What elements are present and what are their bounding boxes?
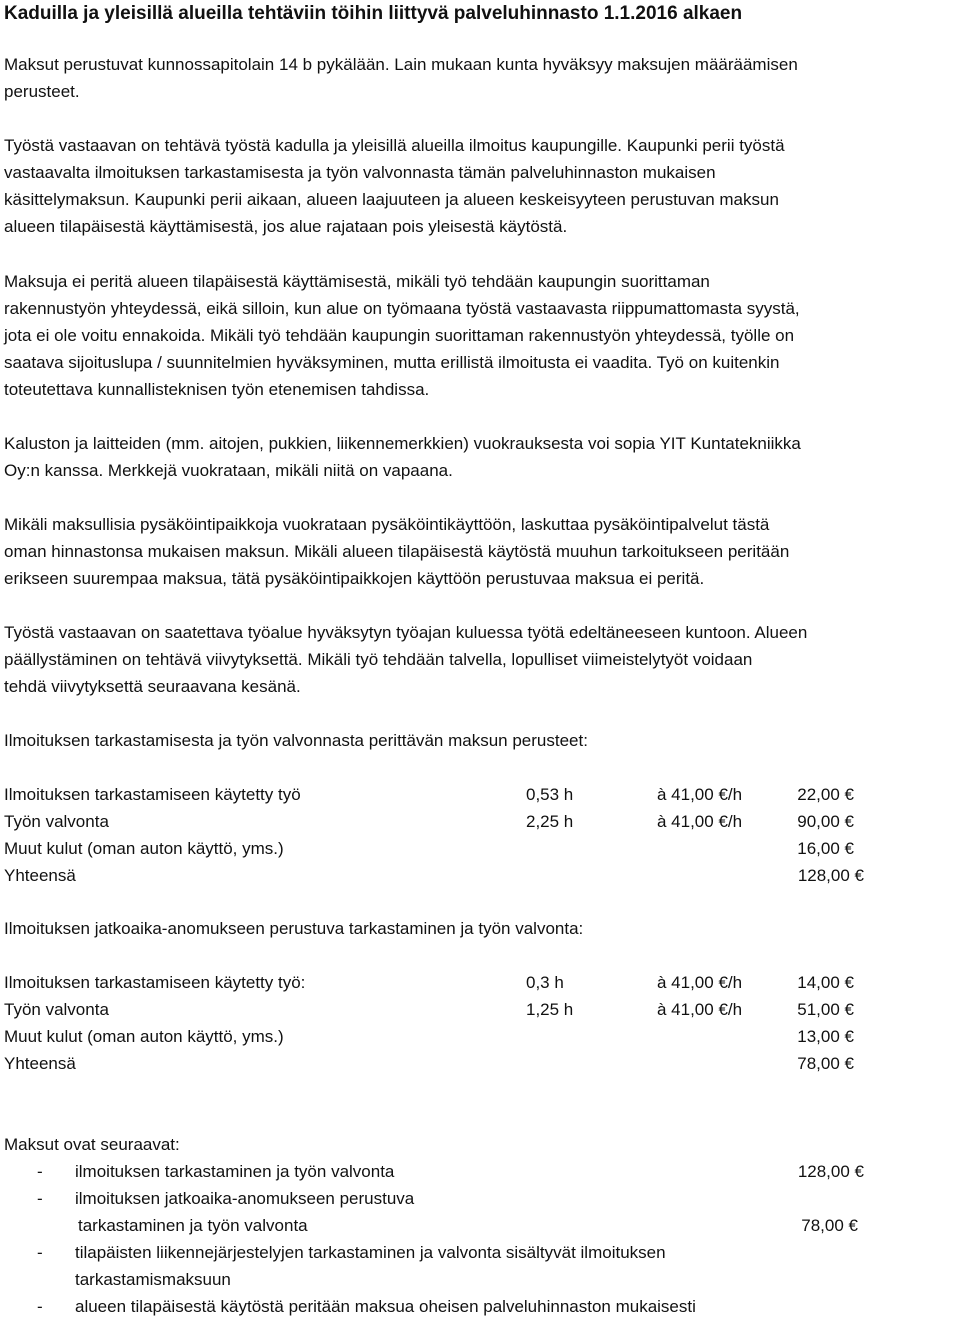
list-item [0,1158,960,1185]
paragraph-line: Oy:n kanssa. Merkkejä vuokrataan, mikäli niitä on vapaana. [4,461,453,480]
fee-rate: à 41,00 €/h [657,973,743,992]
paragraph-line: päällystäminen on tehtävä viivytyksettä. Mikäli työ tehdään talvella, lopulliset viimeistelytyöt voidaan [4,650,753,669]
paragraph-legal-basis [4,51,956,105]
fee-hours: 0,3 h [526,973,564,992]
list-item-line: tilapäisten liikennejärjestelyjen tarkastaminen ja valvonta sisältyvät ilmoituksen [75,1243,666,1262]
fee-rate: à 41,00 €/h [657,1000,743,1019]
list-item [0,1293,960,1319]
paragraph-line: toteutettava kunnallisteknisen työn etenemisen tahdissa. [4,380,430,399]
list-item-text [75,1158,394,1185]
fee-row [0,808,960,835]
fee-rate: à 41,00 €/h [657,812,743,831]
fee-table-2-heading: Ilmoituksen jatkoaika-anomukseen perustuva tarkastaminen ja työn valvonta: [4,919,584,938]
fee-amount: 22,00 € [797,785,854,804]
paragraph-line: Mikäli maksullisia pysäköintipaikkoja vuokrataan pysäköintikäyttöön, laskuttaa pysäköintipalvelut tästä [4,515,770,534]
list-item-amount: 128,00 € [797,1162,864,1181]
fee-hours: 1,25 h [526,1000,574,1019]
summary-heading: Maksut ovat seuraavat: [4,1135,180,1154]
list-item-line: alueen tilapäisestä käytöstä peritään maksua oheisen palveluhinnaston mukaisesti [75,1297,696,1316]
paragraph-parking [4,511,956,592]
list-item [0,1239,960,1293]
paragraph-exemptions [4,268,956,403]
list-item-line: ilmoituksen jatkoaika-anomukseen perustuva [75,1189,415,1208]
list-item-text [75,1239,666,1293]
paragraph-line: jota ei ole voitu ennakoida. Mikäli työ tehdään kaupungin suorittaman rakennustyön yhteydessä, työlle on [4,326,795,345]
list-dash: - [37,1297,43,1316]
fee-total-label: Yhteensä [4,1054,76,1073]
paragraph-notification-duty [4,132,956,240]
list-item-text [75,1293,696,1320]
fee-label: Muut kulut (oman auton käyttö, yms.) [4,1027,284,1046]
fee-table-1-heading: Ilmoituksen tarkastamisesta ja työn valvonnasta perittävän maksun perusteet: [4,731,588,750]
fee-label: Ilmoituksen tarkastamiseen käytetty työ: [4,973,306,992]
list-item-text [75,1185,414,1239]
fee-amount: 13,00 € [797,1027,854,1046]
paragraph-line: Maksut perustuvat kunnossapitolain 14 b pykälään. Lain mukaan kunta hyväksyy maksujen määräämisen [4,55,798,74]
fee-label: Työn valvonta [4,812,109,831]
paragraph-line: Kaluston ja laitteiden (mm. aitojen, pukkien, liikennemerkkien) vuokrauksesta voi sopia YIT Kuntatekniikka [4,434,801,453]
fee-row [0,969,960,996]
paragraph-line: oman hinnastonsa mukaisen maksun. Mikäli alueen tilapäisestä käytöstä muuhun tarkoitukseen peritään [4,542,790,561]
list-item-line: ilmoituksen tarkastaminen ja työn valvonta [75,1162,395,1181]
paragraph-equipment-rental [4,430,956,484]
paragraph-line: saatava sijoituslupa / suunnitelmien hyväksyminen, mutta erillistä ilmoitusta ei vaadita. Työ on kuitenkin [4,353,780,372]
paragraph-line: rakennustyön yhteydessä, eikä silloin, kun alue on työmaana työstä vastaavasta riippumattomasta syystä, [4,299,800,318]
paragraph-line: alueen tilapäisestä käyttämisestä, jos alue rajataan pois yleisestä käytöstä. [4,217,568,236]
list-dash: - [37,1243,43,1262]
fee-hours: 2,25 h [526,812,574,831]
paragraph-line: tehdä viivytyksettä seuraavana kesänä. [4,677,301,696]
document-title: Kaduilla ja yleisillä alueilla tehtäviin töihin liittyvä palveluhinnasto 1.1.2016 alkaen [4,3,743,24]
fee-label: Ilmoituksen tarkastamiseen käytetty työ [4,785,301,804]
fee-row [0,835,960,862]
fee-total-row [0,1050,960,1077]
fee-total-row [0,862,960,889]
fee-rate: à 41,00 €/h [657,785,743,804]
fee-row [0,1023,960,1050]
paragraph-line: käsittelymaksun. Kaupunki perii aikaan, alueen laajuuteen ja alueen keskeisyyteen perustuvan maksun [4,190,779,209]
fee-amount: 51,00 € [797,1000,854,1019]
list-item-line: tarkastaminen ja työn valvonta [78,1216,308,1235]
paragraph-line: perusteet. [4,82,80,101]
paragraph-line: vastaavalta ilmoituksen tarkastamisesta ja työn valvonnasta tämän palveluhinnaston mukaisen [4,163,716,182]
fee-total-label: Yhteensä [4,866,76,885]
list-item [0,1185,960,1239]
paragraph-line: Maksuja ei peritä alueen tilapäisestä käyttämisestä, mikäli työ tehdään kaupungin suorittaman [4,272,710,291]
list-item-amount: 78,00 € [801,1216,858,1235]
fee-label: Työn valvonta [4,1000,109,1019]
paragraph-line: Työstä vastaavan on saatettava työalue hyväksytyn työajan kuluessa työtä edeltäneeseen kuntoon. Alueen [4,623,808,642]
fee-amount: 16,00 € [797,839,854,858]
fee-label: Muut kulut (oman auton käyttö, yms.) [4,839,284,858]
list-dash: - [37,1162,43,1181]
paragraph-restoration [4,619,956,700]
paragraph-line: erikseen suurempaa maksua, tätä pysäköintipaikkojen käyttöön perustuvaa maksua ei peritä. [4,569,705,588]
list-item-line: tarkastamismaksuun [75,1270,231,1289]
fee-total-amount: 78,00 € [797,1054,854,1073]
fee-total-amount: 128,00 € [797,866,864,885]
fee-amount: 90,00 € [797,812,854,831]
fee-row [0,781,960,808]
fee-row [0,996,960,1023]
list-dash: - [37,1189,43,1208]
fee-amount: 14,00 € [797,973,854,992]
paragraph-line: Työstä vastaavan on tehtävä työstä kadulla ja yleisillä alueilla ilmoitus kaupungille. Kaupunki perii työstä [4,136,785,155]
fee-hours: 0,53 h [526,785,574,804]
